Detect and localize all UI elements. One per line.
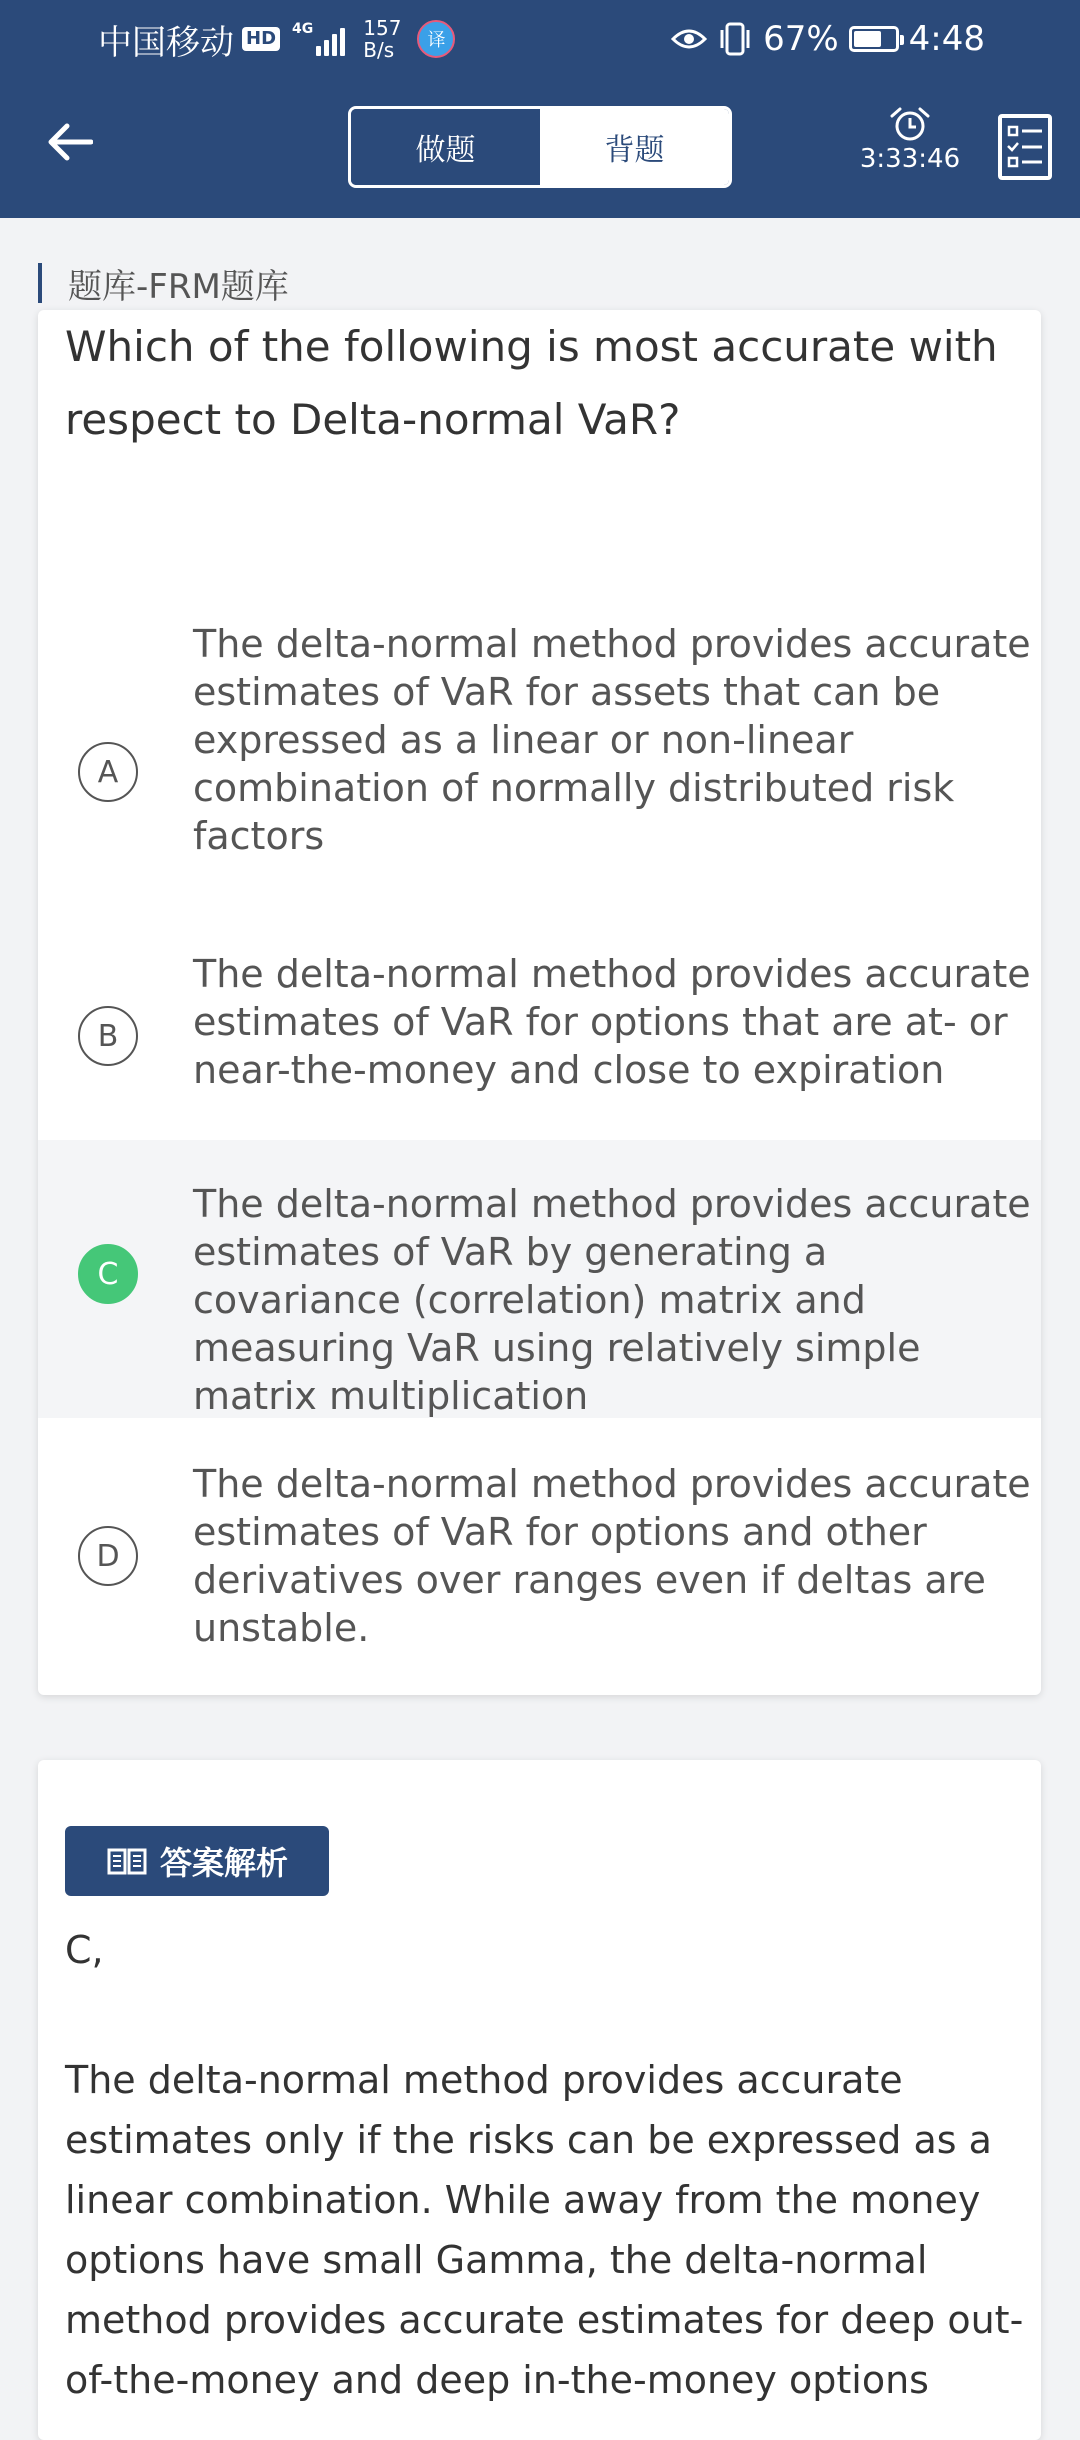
option-b[interactable] (38, 940, 1041, 1110)
question-bank-title (38, 258, 289, 308)
option-d[interactable] (38, 1418, 1041, 1695)
answer-analysis-badge (65, 1826, 329, 1896)
bank-title-text: 题库-FRM题库 (68, 266, 289, 307)
correct-answer: C, (65, 1928, 104, 1972)
option-a-text: The delta-normal method provides accurate estimates of VaR for assets that can be expressed as a linear or non-linear combination of normally distributed risk factors (193, 622, 1031, 858)
option-a-circle: A (78, 742, 138, 802)
question-card (38, 310, 1041, 1695)
answer-explanation: The delta-normal method provides accurate estimates only if the risks can be expressed as a linear combination. While away from the money options have small Gamma, the delta-normal method provides accurate estimates for deep out-of-the-money and deep in-the-money options (65, 2058, 1024, 2402)
signal-icon (292, 22, 345, 56)
answer-analysis-label: 答案解析 (159, 1844, 288, 1882)
option-a[interactable] (38, 620, 1041, 920)
status-left (98, 14, 455, 64)
hd-icon: HD (242, 27, 280, 51)
vibrate-icon (717, 22, 753, 56)
tab-do-question[interactable]: 做题 (351, 109, 540, 185)
clock-time: 4:48 (908, 19, 985, 59)
question-text: Which of the following is most accurate with respect to Delta-normal VaR? (65, 322, 998, 444)
timer-value: 3:33:46 (859, 144, 961, 174)
status-bar (0, 0, 1080, 78)
nav-bar (0, 78, 1080, 218)
translate-app-icon: 译 (417, 20, 455, 58)
mode-toggle (348, 106, 732, 188)
option-c-circle: C (78, 1244, 138, 1304)
option-c[interactable] (38, 1140, 1041, 1418)
exam-timer[interactable] (850, 106, 970, 174)
option-d-circle: D (78, 1526, 138, 1586)
option-c-text: The delta-normal method provides accurate estimates of VaR by generating a covariance (correlation) matrix and measuring VaR using relatively simple matrix multiplication (193, 1182, 1031, 1418)
book-icon (106, 1846, 148, 1876)
option-b-text: The delta-normal method provides accurate estimates of VaR for options that are at- or near-the-money and close to expiration (193, 952, 1031, 1092)
eye-icon (671, 27, 707, 51)
checklist-icon (1002, 118, 1048, 176)
alarm-clock-icon (886, 106, 934, 142)
tab-recite-question[interactable]: 背题 (540, 109, 729, 185)
status-right (671, 14, 985, 64)
option-d-text: The delta-normal method provides accurate estimates of VaR for options and other derivatives over ranges even if deltas are unstable. (193, 1462, 1031, 1650)
network-speed: 157 B/s (363, 16, 402, 62)
back-button[interactable] (40, 112, 100, 172)
battery-percent: 67% (763, 19, 839, 59)
title-accent-bar (38, 263, 42, 303)
question-list-button[interactable] (998, 114, 1052, 180)
back-arrow-icon (47, 122, 93, 162)
battery-icon (849, 26, 899, 52)
network-type: 4G (292, 21, 314, 37)
option-b-circle: B (78, 1006, 138, 1066)
answer-card (38, 1760, 1041, 2440)
carrier-name: 中国移动 (98, 22, 234, 63)
